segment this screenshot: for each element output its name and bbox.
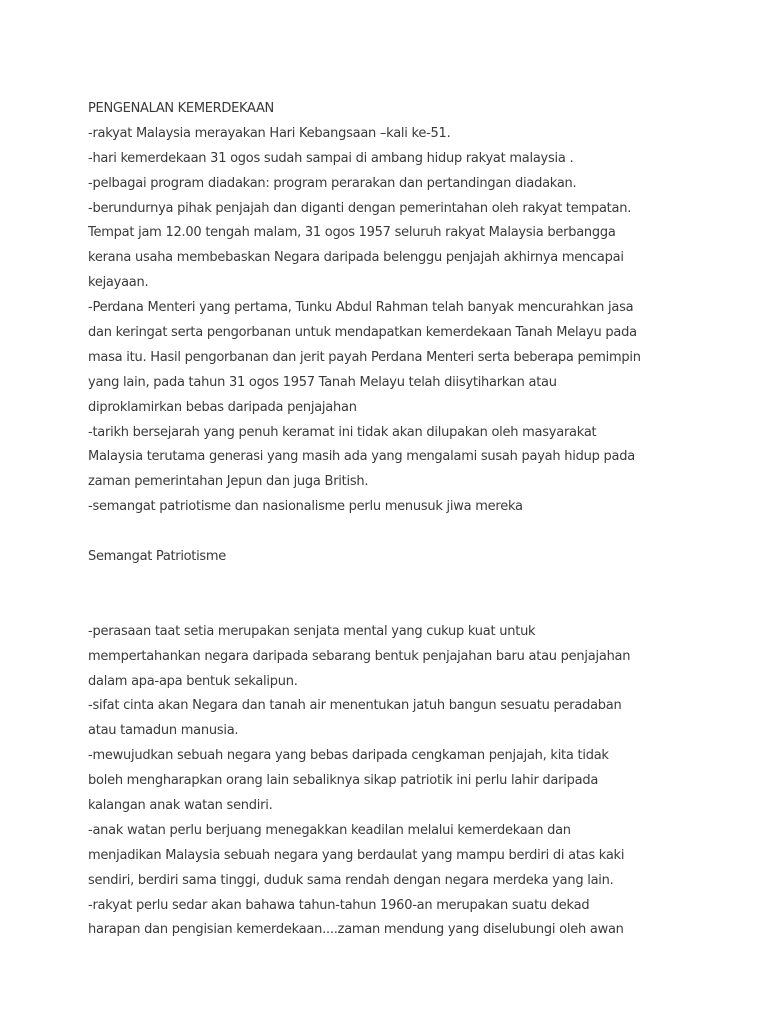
paragraph-line: dalam apa-apa bentuk sekalipun. <box>88 673 298 689</box>
paragraph-line: -tarikh bersejarah yang penuh keramat ini tidak akan dilupakan oleh masyarakat <box>88 424 597 440</box>
paragraph-line: -perasaan taat setia merupakan senjata mental yang cukup kuat untuk <box>88 623 536 639</box>
paragraph-line: -Perdana Menteri yang pertama, Tunku Abdul Rahman telah banyak mencurahkan jasa <box>88 300 634 316</box>
paragraph-line: kejayaan. <box>88 275 149 291</box>
paragraph-line: dan keringat serta pengorbanan untuk mendapatkan kemerdekaan Tanah Melayu pada <box>88 325 637 341</box>
paragraph-line: mempertahankan negara daripada sebarang bentuk penjajahan baru atau penjajahan <box>88 648 631 664</box>
paragraph-line: Tempat jam 12.00 tengah malam, 31 ogos 1957 seluruh rakyat Malaysia berbangga <box>88 225 616 241</box>
paragraph-line: zaman pemerintahan Jepun dan juga British. <box>88 474 369 490</box>
paragraph-line: boleh mengharapkan orang lain sebaliknya sikap patriotik ini perlu lahir daripada <box>88 773 599 789</box>
paragraph-line: -semangat patriotisme dan nasionalisme perlu menusuk jiwa mereka <box>88 499 523 515</box>
paragraph-line: kalangan anak watan sendiri. <box>88 797 273 813</box>
paragraph-gap <box>88 570 688 620</box>
document-page <box>88 97 688 943</box>
paragraph-line: -anak watan perlu berjuang menegakkan keadilan melalui kemerdekaan dan <box>88 822 571 838</box>
paragraph-line: -pelbagai program diadakan: program perarakan dan pertandingan diadakan. <box>88 175 577 191</box>
section-heading-pengenalan: PENGENALAN KEMERDEKAAN <box>88 101 274 116</box>
paragraph-line: -mewujudkan sebuah negara yang bebas daripada cengkaman penjajah, kita tidak <box>88 748 609 764</box>
paragraph-line: yang lain, pada tahun 31 ogos 1957 Tanah Melayu telah diisytiharkan atau <box>88 374 557 390</box>
paragraph-line: diproklamirkan bebas daripada penjajahan <box>88 399 357 415</box>
paragraph-line: atau tamadun manusia. <box>88 723 239 739</box>
paragraph-line: menjadikan Malaysia sebuah negara yang berdaulat yang mampu berdiri di atas kaki <box>88 847 625 863</box>
paragraph-line: kerana usaha membebaskan Negara daripada belenggu penjajah akhirnya mencapai <box>88 250 624 266</box>
paragraph-line: -hari kemerdekaan 31 ogos sudah sampai di ambang hidup rakyat malaysia . <box>88 150 574 166</box>
paragraph-line: -sifat cinta akan Negara dan tanah air menentukan jatuh bangun sesuatu peradaban <box>88 698 622 714</box>
paragraph-line: -rakyat perlu sedar akan bahawa tahun-tahun 1960-an merupakan suatu dekad <box>88 897 590 913</box>
paragraph-line: masa itu. Hasil pengorbanan dan jerit payah Perdana Menteri serta beberapa pemimpin <box>88 349 641 365</box>
paragraph-gap <box>88 520 688 545</box>
paragraph-line: sendiri, berdiri sama tinggi, duduk sama rendah dengan negara merdeka yang lain. <box>88 872 614 888</box>
paragraph-line: Malaysia terutama generasi yang masih ada yang mengalami susah payah hidup pada <box>88 449 635 465</box>
paragraph-line: -rakyat Malaysia merayakan Hari Kebangsaan –kali ke-51. <box>88 125 451 141</box>
paragraph-line: -berundurnya pihak penjajah dan diganti dengan pemerintahan oleh rakyat tempatan. <box>88 200 632 216</box>
section-heading-semangat-patriotisme: Semangat Patriotisme <box>88 549 226 565</box>
paragraph-line: harapan dan pengisian kemerdekaan....zaman mendung yang diselubungi oleh awan <box>88 922 624 938</box>
